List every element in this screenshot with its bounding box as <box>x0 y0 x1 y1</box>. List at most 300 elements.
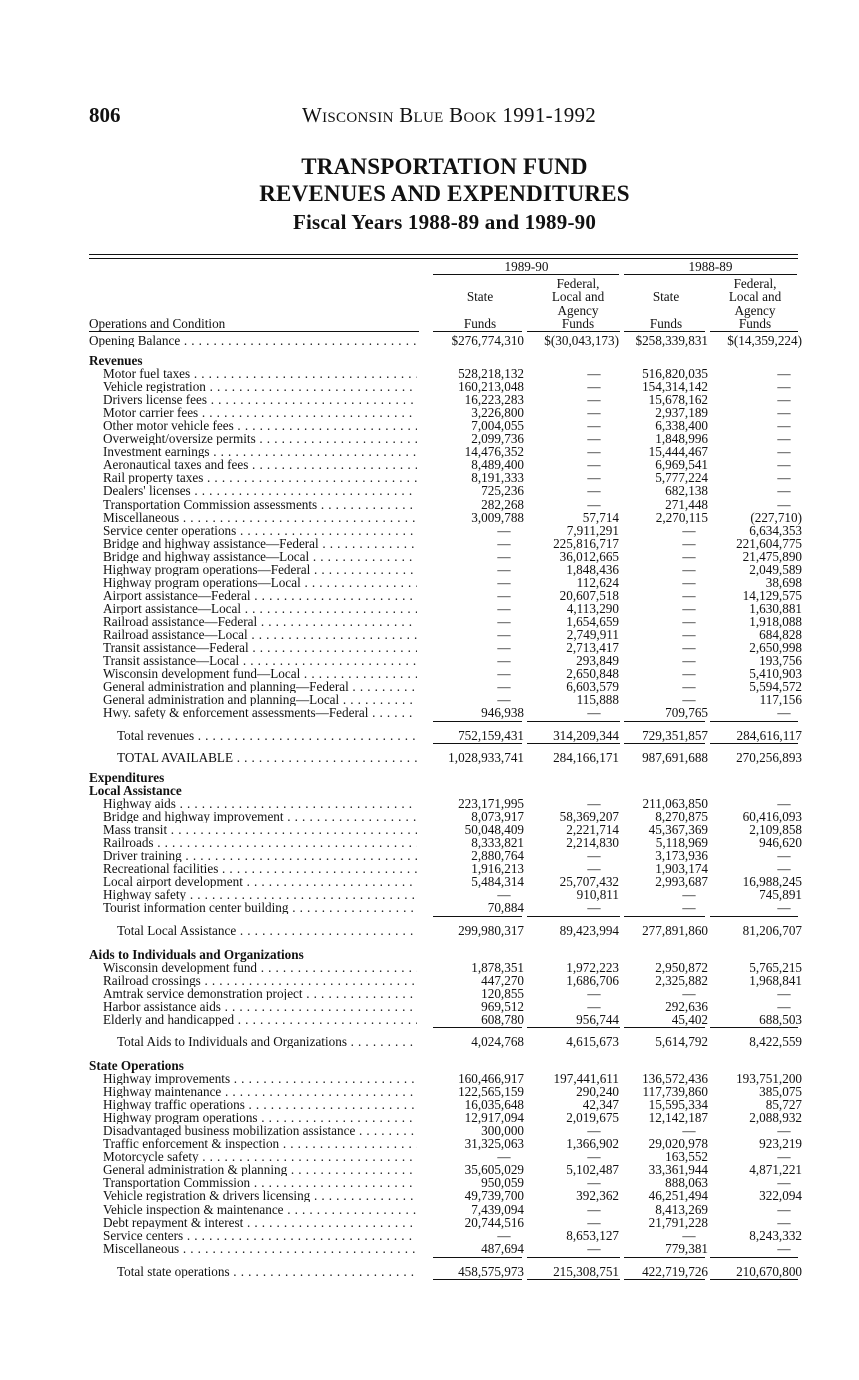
col-fed-a-4: Funds <box>561 316 595 331</box>
cell-col-2: — <box>587 796 601 811</box>
cell-col-1: — <box>497 653 511 669</box>
revenues-total-rule-2 <box>527 721 620 722</box>
cell-col-3: 2,270,115 <box>655 509 708 525</box>
local-total-rule-1 <box>433 916 522 917</box>
cell-col-2: 215,308,751 <box>553 1264 619 1279</box>
col-fed-a-2: Local and <box>551 289 605 304</box>
col-fed-b-4: Funds <box>738 316 772 331</box>
book-title: Wisconsin Blue Book 1991-1992 <box>302 103 597 127</box>
state-ops-total-rule-2 <box>527 1257 620 1258</box>
state-operations-row <box>89 1098 801 1111</box>
cell-col-1: $276,774,310 <box>451 333 524 348</box>
revenue-row <box>89 471 801 484</box>
row-label: Bridge and highway assistance—Local . . . <box>103 550 417 563</box>
cell-col-4: — <box>777 418 791 434</box>
cell-col-2: 1,654,659 <box>566 613 619 629</box>
cell-col-4: 38,698 <box>765 574 802 590</box>
cell-col-2: — <box>587 1201 601 1217</box>
cell-col-2: — <box>587 431 601 447</box>
cell-col-2: 2,650,848 <box>566 666 619 682</box>
state-operations-row <box>89 1085 801 1098</box>
cell-col-4: 221,604,775 <box>736 535 802 551</box>
cell-col-4: — <box>777 496 791 512</box>
cell-col-4: 5,410,903 <box>749 666 802 682</box>
row-label: Highway aids . . . <box>103 797 417 810</box>
cell-col-3: 2,937,189 <box>655 405 708 421</box>
revenue-row <box>89 628 801 641</box>
revenue-row <box>89 563 801 576</box>
cell-col-2: 8,653,127 <box>566 1227 619 1243</box>
cell-col-1: 950,059 <box>481 1175 524 1191</box>
cell-col-3: 888,063 <box>665 1175 708 1191</box>
header-rule-c3 <box>624 331 705 332</box>
cell-col-1: 14,476,352 <box>464 444 524 460</box>
row-label: Elderly and handicapped . . . <box>103 1013 417 1026</box>
revenues-total-rule-3 <box>624 721 705 722</box>
cell-col-3: 29,020,978 <box>648 1136 708 1152</box>
opening-balance-row <box>89 334 801 347</box>
cell-col-1: 2,880,764 <box>471 848 524 864</box>
cell-col-2: 42,347 <box>582 1097 619 1113</box>
col-state-a-top: State <box>466 289 494 304</box>
cell-col-4: 1,918,088 <box>749 613 802 629</box>
cell-col-2: 5,102,487 <box>566 1162 619 1178</box>
row-label: Railroads . . . <box>103 836 417 849</box>
cell-col-1: — <box>497 640 511 656</box>
cell-col-2: — <box>587 418 601 434</box>
revenues-total-rule-1 <box>433 721 522 722</box>
cell-col-1: — <box>497 692 511 708</box>
col-state-b-top: State <box>652 289 680 304</box>
cell-col-3: — <box>682 600 696 616</box>
cell-col-4: 21,475,890 <box>742 548 802 564</box>
row-label: Aeronautical taxes and fees . . . <box>103 458 417 471</box>
cell-col-4: 2,049,589 <box>749 561 802 577</box>
cell-col-1: 447,270 <box>481 973 524 989</box>
header-rule-c4 <box>710 331 798 332</box>
state-ops-bottom-rule-3 <box>624 1279 705 1280</box>
cell-col-1: — <box>497 613 511 629</box>
row-label: Miscellaneous . . . <box>103 511 417 524</box>
revenue-row <box>89 406 801 419</box>
cell-col-1: 1,916,213 <box>471 861 524 877</box>
cell-col-2: — <box>587 1214 601 1230</box>
cell-col-2: 4,113,290 <box>566 600 619 616</box>
row-label: Railroad crossings . . . <box>103 974 417 987</box>
state-operations-row <box>89 1150 801 1163</box>
cell-col-2: 25,707,432 <box>559 874 619 890</box>
revenue-row <box>89 589 801 602</box>
local-assistance-heading: Local Assistance <box>89 783 182 798</box>
cell-col-1: 223,171,995 <box>458 796 524 811</box>
cell-col-4: 4,871,221 <box>749 1162 802 1178</box>
header-rule-c2 <box>527 331 620 332</box>
total-aids-row <box>89 1035 801 1048</box>
cell-col-2: — <box>587 986 601 1002</box>
aids-total-rule-2 <box>527 1027 620 1028</box>
revenue-row <box>89 706 801 719</box>
title-line-1: TRANSPORTATION FUND <box>301 154 588 179</box>
revenue-row <box>89 393 801 406</box>
total-available-row <box>89 751 801 764</box>
row-label: General administration and planning—Federal . . . <box>103 680 417 693</box>
row-label: Highway improvements . . . <box>103 1072 417 1085</box>
revenue-row <box>89 576 801 589</box>
aids-row <box>89 961 801 974</box>
cell-col-4: 5,594,572 <box>749 679 802 695</box>
year-header-1988-89: 1988-89 <box>688 259 733 274</box>
total-local-assistance-row <box>89 924 801 937</box>
cell-col-3: — <box>682 653 696 669</box>
cell-col-4: — <box>777 796 791 811</box>
cell-col-4: 5,765,215 <box>749 960 802 975</box>
document-title <box>0 153 859 236</box>
row-label: Total revenues . . . <box>117 729 417 742</box>
cell-col-1: 31,325,063 <box>464 1136 524 1152</box>
cell-col-4: — <box>777 1149 791 1165</box>
year-rule-b <box>624 274 797 275</box>
row-label: Railroad assistance—Local . . . <box>103 628 417 641</box>
cell-col-2: $(30,043,173) <box>544 333 619 348</box>
row-label: Driver training . . . <box>103 849 417 862</box>
cell-col-3: 779,381 <box>665 1240 708 1256</box>
title-line-3: Fiscal Years 1988-89 and 1989-90 <box>292 210 597 234</box>
cell-col-2: 20,607,518 <box>559 587 619 603</box>
row-label: TOTAL AVAILABLE . . . <box>117 751 417 764</box>
cell-col-4: 2,088,932 <box>749 1110 802 1126</box>
row-label: Traffic enforcement & inspection . . . <box>103 1137 417 1150</box>
cell-col-2: — <box>587 457 601 473</box>
cell-col-3: 163,552 <box>665 1149 708 1165</box>
cell-col-1: 282,268 <box>481 496 524 512</box>
cell-col-4: 322,094 <box>759 1188 802 1204</box>
cell-col-4: 385,075 <box>759 1084 802 1100</box>
cell-col-4: — <box>777 379 791 395</box>
cell-col-3: 117,739,860 <box>642 1084 708 1100</box>
cell-col-1: — <box>497 561 511 577</box>
cell-col-1: 7,004,055 <box>471 418 524 434</box>
row-label: Highway maintenance . . . <box>103 1085 417 1098</box>
cell-col-3: — <box>682 627 696 642</box>
cell-col-2: 956,744 <box>576 1012 619 1028</box>
cell-col-4: 193,751,200 <box>736 1071 802 1086</box>
cell-col-2: 89,423,994 <box>559 923 619 938</box>
expenditures-heading: Expenditures <box>89 770 165 785</box>
cell-col-2: — <box>587 405 601 421</box>
cell-col-3: — <box>682 666 696 682</box>
local-assistance-row <box>89 875 801 888</box>
local-total-rule-3 <box>624 916 705 917</box>
aids-row <box>89 987 801 1000</box>
state-ops-bottom-rule-4 <box>710 1279 798 1280</box>
cell-col-4: 117,156 <box>759 692 802 708</box>
aids-row <box>89 974 801 987</box>
cell-col-3: 422,719,726 <box>642 1264 708 1279</box>
cell-col-2: — <box>587 848 601 864</box>
cell-col-4: 8,422,559 <box>749 1034 802 1049</box>
row-label: Highway program operations—Local . . . <box>103 576 417 589</box>
state-operations-row <box>89 1242 801 1255</box>
cell-col-2: 2,221,714 <box>566 822 619 838</box>
cell-col-4: 745,891 <box>759 887 802 903</box>
cell-col-4: 60,416,093 <box>742 809 802 825</box>
cell-col-4: — <box>777 392 791 408</box>
cell-col-3: — <box>682 574 696 590</box>
row-label: Vehicle registration & drivers licensing . . . <box>103 1189 417 1202</box>
state-ops-total-rule-4 <box>710 1257 798 1258</box>
aids-row <box>89 1000 801 1013</box>
cell-col-1: — <box>497 587 511 603</box>
row-label: Motor carrier fees . . . <box>103 406 417 419</box>
row-label: Bridge and highway assistance—Federal . . . <box>103 537 417 550</box>
cell-col-3: 136,572,436 <box>642 1071 708 1086</box>
row-label: Dealers' licenses . . . <box>103 484 417 497</box>
aids-row <box>89 1013 801 1026</box>
cell-col-1: 725,236 <box>481 483 524 499</box>
row-label: Airport assistance—Local . . . <box>103 602 417 615</box>
local-assistance-row <box>89 836 801 849</box>
revenue-row <box>89 550 801 563</box>
cell-col-3: 8,413,269 <box>655 1201 708 1217</box>
cell-col-3: 2,325,882 <box>655 973 708 989</box>
row-label: Service centers . . . <box>103 1229 417 1242</box>
cell-col-3: 154,314,142 <box>642 379 708 395</box>
cell-col-2: 112,624 <box>576 574 619 590</box>
row-label: Disadvantaged business mobilization assistance . . . <box>103 1124 417 1137</box>
available-rule-3 <box>624 743 705 744</box>
cell-col-4: 2,109,858 <box>749 822 802 838</box>
row-label: Bridge and highway improvement . . . <box>103 810 417 823</box>
cell-col-1: 49,739,700 <box>464 1188 524 1204</box>
cell-col-1: — <box>497 679 511 695</box>
cell-col-3: 729,351,857 <box>642 728 708 743</box>
state-operations-row <box>89 1203 801 1216</box>
revenue-row <box>89 484 801 497</box>
row-label: Total Local Assistance . . . <box>117 924 417 937</box>
cell-col-4: 81,206,707 <box>742 923 802 938</box>
cell-col-4: — <box>777 1123 791 1139</box>
revenue-row <box>89 458 801 471</box>
cell-col-1: 50,048,409 <box>464 822 524 838</box>
row-label: Miscellaneous . . . <box>103 1242 417 1255</box>
cell-col-3: 46,251,494 <box>648 1188 708 1204</box>
cell-col-2: 58,369,207 <box>559 809 619 825</box>
cell-col-2: — <box>587 705 601 721</box>
local-assistance-row <box>89 797 801 810</box>
cell-col-2: — <box>587 444 601 460</box>
row-label: Airport assistance—Federal . . . <box>103 589 417 602</box>
cell-col-4: — <box>777 705 791 721</box>
cell-col-2: 6,603,579 <box>566 679 619 695</box>
row-label: Recreational facilities . . . <box>103 862 417 875</box>
local-assistance-row <box>89 888 801 901</box>
cell-col-4: 1,630,881 <box>749 600 802 616</box>
cell-col-3: — <box>682 692 696 708</box>
row-label: General administration & planning . . . <box>103 1163 417 1176</box>
cell-col-1: 12,917,094 <box>464 1110 524 1126</box>
cell-col-1: — <box>497 887 511 903</box>
row-label: Drivers license fees . . . <box>103 393 417 406</box>
year-header-1989-90: 1989-90 <box>504 259 549 274</box>
state-operations-row <box>89 1163 801 1176</box>
cell-col-3: 6,338,400 <box>655 418 708 434</box>
revenue-row <box>89 367 801 380</box>
cell-col-4: 684,828 <box>759 627 802 642</box>
state-operations-row <box>89 1111 801 1124</box>
state-ops-bottom-rule-2 <box>527 1279 620 1280</box>
local-assistance-row <box>89 823 801 836</box>
aids-total-rule-4 <box>710 1027 798 1028</box>
row-label: Total Aids to Individuals and Organizations . . . <box>117 1035 417 1048</box>
cell-col-3: 292,636 <box>665 999 708 1015</box>
cell-col-2: 290,240 <box>576 1084 619 1100</box>
cell-col-2: 2,713,417 <box>566 640 619 656</box>
cell-col-4: 210,670,800 <box>736 1264 802 1279</box>
row-label: Harbor assistance aids . . . <box>103 1000 417 1013</box>
cell-col-1: 752,159,431 <box>458 728 524 743</box>
local-assistance-row <box>89 810 801 823</box>
cell-col-3: 8,270,875 <box>655 809 708 825</box>
row-label: Highway program operations . . . <box>103 1111 417 1124</box>
row-label: Transportation Commission . . . <box>103 1176 417 1189</box>
cell-col-1: — <box>497 1227 511 1243</box>
revenue-row <box>89 654 801 667</box>
row-label: Overweight/oversize permits . . . <box>103 432 417 445</box>
cell-col-1: 528,218,132 <box>458 366 524 381</box>
cell-col-1: 122,565,159 <box>458 1084 524 1100</box>
row-label: Service center operations . . . <box>103 524 417 537</box>
cell-col-3: — <box>682 1123 696 1139</box>
local-total-rule-2 <box>527 916 620 917</box>
cell-col-3: — <box>682 679 696 695</box>
cell-col-1: 35,605,029 <box>464 1162 524 1178</box>
row-label: Mass transit . . . <box>103 823 417 836</box>
cell-col-1: 458,575,973 <box>458 1264 524 1279</box>
cell-col-4: 16,988,245 <box>742 874 802 890</box>
cell-col-3: — <box>682 640 696 656</box>
cell-col-3: — <box>682 535 696 551</box>
cell-col-4: (227,710) <box>750 509 802 525</box>
cell-col-4: — <box>777 900 791 916</box>
cell-col-2: — <box>587 392 601 408</box>
available-rule-2 <box>527 743 620 744</box>
cell-col-1: 160,466,917 <box>458 1071 524 1086</box>
cell-col-1: 946,938 <box>481 705 524 721</box>
cell-col-2: — <box>587 379 601 395</box>
revenue-row <box>89 693 801 706</box>
title-line-2: REVENUES AND EXPENDITURES <box>259 181 630 206</box>
state-ops-total-rule-1 <box>433 1257 522 1258</box>
cell-col-3: 277,891,860 <box>642 923 708 938</box>
row-label: Investment earnings . . . <box>103 445 417 458</box>
cell-col-3: — <box>682 613 696 629</box>
aids-total-rule-3 <box>624 1027 705 1028</box>
cell-col-4: — <box>777 861 791 877</box>
cell-col-1: — <box>497 574 511 590</box>
header-rule-c1 <box>433 331 522 332</box>
row-label: Opening Balance . . . <box>89 334 417 347</box>
cell-col-3: 5,118,969 <box>655 835 708 851</box>
cell-col-3: 709,765 <box>665 705 708 721</box>
cell-col-2: — <box>587 1175 601 1191</box>
row-label: Motor fuel taxes . . . <box>103 367 417 380</box>
row-label: Wisconsin development fund . . . <box>103 961 417 974</box>
cell-col-3: $258,339,831 <box>635 333 708 348</box>
cell-col-1: — <box>497 600 511 616</box>
cell-col-1: 20,744,516 <box>464 1214 524 1230</box>
cell-col-3: 1,848,996 <box>655 431 708 447</box>
cell-col-4: 2,650,998 <box>749 640 802 656</box>
row-label: Railroad assistance—Federal . . . <box>103 615 417 628</box>
state-ops-bottom-rule-1 <box>433 1279 522 1280</box>
cell-col-1: 3,226,800 <box>471 405 524 421</box>
cell-col-4: 193,756 <box>759 653 802 669</box>
revenue-row <box>89 511 801 524</box>
cell-col-2: 1,686,706 <box>566 973 619 989</box>
row-label: Local airport development . . . <box>103 875 417 888</box>
cell-col-2: 7,911,291 <box>566 522 619 538</box>
cell-col-2: — <box>587 1149 601 1165</box>
cell-col-2: 225,816,717 <box>553 535 619 551</box>
cell-col-3: 45,367,369 <box>648 822 708 838</box>
local-total-rule-4 <box>710 916 798 917</box>
cell-col-4: — <box>777 405 791 421</box>
row-label: Highway program operations—Federal . . . <box>103 563 417 576</box>
cell-col-4: — <box>777 1201 791 1217</box>
row-label: Transit assistance—Local . . . <box>103 654 417 667</box>
cell-col-1: 5,484,314 <box>471 874 524 890</box>
row-header-label: Operations and Condition <box>89 316 226 331</box>
cell-col-1: 16,035,648 <box>464 1097 524 1113</box>
state-operations-row <box>89 1124 801 1137</box>
cell-col-3: 3,173,936 <box>655 848 708 864</box>
cell-col-3: 21,791,228 <box>648 1214 708 1230</box>
cell-col-4: — <box>777 470 791 486</box>
cell-col-1: — <box>497 522 511 538</box>
cell-col-2: 910,811 <box>576 887 619 903</box>
row-label: Tourist information center building . . . <box>103 901 417 914</box>
cell-col-2: — <box>587 861 601 877</box>
revenue-row <box>89 498 801 511</box>
cell-col-2: 1,366,902 <box>566 1136 619 1152</box>
cell-col-4: 6,634,353 <box>749 522 802 538</box>
revenue-row <box>89 641 801 654</box>
col-state-a-bottom: Funds <box>463 316 497 331</box>
col-fed-a-3: Agency <box>557 303 599 318</box>
cell-col-2: 115,888 <box>576 692 619 708</box>
cell-col-3: 15,444,467 <box>648 444 708 460</box>
cell-col-4: 270,256,893 <box>736 750 802 765</box>
aids-total-rule-1 <box>433 1027 522 1028</box>
cell-col-4: 284,616,117 <box>736 728 802 743</box>
cell-col-2: — <box>587 470 601 486</box>
col-fed-b-3: Agency <box>734 303 776 318</box>
cell-col-3: 271,448 <box>665 496 708 512</box>
cell-col-2: — <box>587 496 601 512</box>
cell-col-1: 3,009,788 <box>471 509 524 525</box>
cell-col-2: — <box>587 1123 601 1139</box>
cell-col-2: 284,166,171 <box>553 750 619 765</box>
cell-col-3: — <box>682 587 696 603</box>
available-rule-1 <box>433 743 522 744</box>
total-revenues-row <box>89 729 801 742</box>
cell-col-3: 15,678,162 <box>648 392 708 408</box>
row-label: Highway safety . . . <box>103 888 417 901</box>
row-label: Wisconsin development fund—Local . . . <box>103 667 417 680</box>
row-label: Total state operations . . . <box>117 1265 417 1278</box>
local-assistance-row <box>89 901 801 914</box>
cell-col-2: 2,019,675 <box>566 1110 619 1126</box>
